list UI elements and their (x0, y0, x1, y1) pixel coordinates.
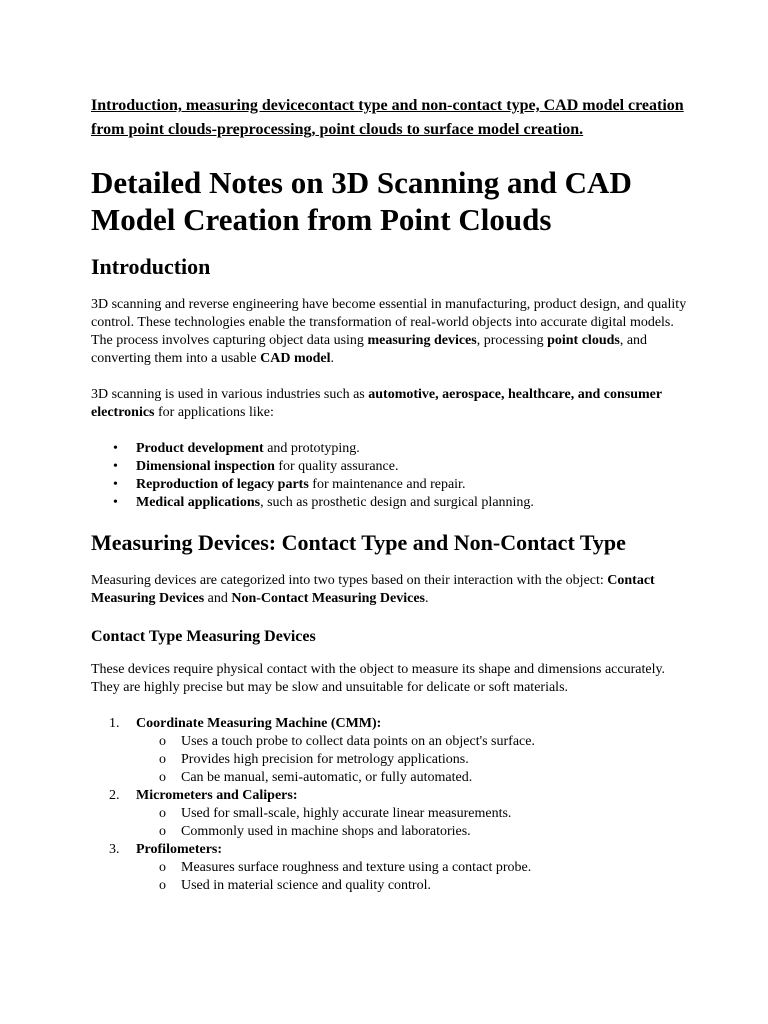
sub-list-item (136, 751, 690, 769)
contact-devices-list (91, 715, 690, 895)
circle-bullet-icon: o (159, 734, 166, 749)
list-item (91, 841, 690, 895)
measuring-devices-heading: Measuring Devices: Contact Type and Non-Contact Type (91, 530, 626, 555)
intro-p1-text-4: . (330, 351, 335, 366)
list-item-bold: Reproduction of legacy parts (136, 477, 309, 492)
sub-list (136, 805, 690, 841)
circle-bullet-icon: o (159, 806, 166, 821)
intro-p1-text-3: , and converting them into a usable (91, 333, 648, 366)
circle-bullet-icon: o (159, 824, 166, 839)
list-item-text: for quality assurance. (274, 459, 399, 474)
intro-paragraph-2 (91, 386, 690, 422)
list-number: 3. (109, 842, 120, 857)
topic-line: Introduction, measuring devicecontact type and non-contact type, CAD model creation from point clouds-preprocessing, point clouds to surface model creation. (91, 97, 684, 138)
document-title: Detailed Notes on 3D Scanning and CAD Model Creation from Point Clouds (91, 165, 632, 237)
bullet-icon: • (113, 477, 118, 492)
sub-list-item-text: Can be manual, semi-automatic, or fully automated. (181, 770, 473, 785)
list-item-text: for maintenance and repair. (308, 477, 466, 492)
list-item-text: and prototyping. (263, 441, 360, 456)
sub-list-item (136, 859, 690, 877)
intro-p2-bold-1: automotive, aerospace, healthcare, and consumer electronics (91, 387, 662, 420)
sub-list (136, 733, 690, 787)
circle-bullet-icon: o (159, 752, 166, 767)
circle-bullet-icon: o (159, 878, 166, 893)
sub-list-item-text: Used for small-scale, highly accurate linear measurements. (181, 806, 512, 821)
sub-list-item-text: Uses a touch probe to collect data points on an object's surface. (181, 734, 535, 749)
sub-list-item-text: Commonly used in machine shops and laboratories. (181, 824, 471, 839)
measuring-p1-text-1: Measuring devices are categorized into two types based on their interaction with the object: (91, 573, 608, 588)
list-item (91, 458, 690, 476)
measuring-paragraph (91, 572, 690, 608)
circle-bullet-icon: o (159, 770, 166, 785)
measuring-p1-bold-1: Contact Measuring Devices (91, 573, 655, 606)
intro-p2-text-2: for applications like: (154, 405, 274, 420)
measuring-p1-text-3: . (425, 591, 429, 606)
circle-bullet-icon: o (159, 860, 166, 875)
contact-type-heading: Contact Type Measuring Devices (91, 628, 316, 645)
sub-list-item (136, 805, 690, 823)
list-item (91, 476, 690, 494)
bullet-icon: • (113, 441, 118, 456)
list-item-title: Coordinate Measuring Machine (CMM): (136, 716, 382, 731)
intro-p2-text-1: 3D scanning is used in various industries such as (91, 387, 369, 402)
list-item-bold: Product development (136, 441, 264, 456)
intro-p1-bold-2: point clouds (547, 333, 620, 348)
list-item-bold: Medical applications (136, 495, 261, 510)
intro-p1-bold-1: measuring devices (367, 333, 477, 348)
sub-list-item (136, 733, 690, 751)
sub-list-item (136, 823, 690, 841)
contact-type-paragraph: These devices require physical contact with the object to measure its shape and dimensions accurately. They are highly precise but may be slow and unsuitable for delicate or soft materials. (91, 662, 666, 695)
sub-list (136, 859, 690, 895)
intro-heading: Introduction (91, 254, 211, 279)
sub-list-item (136, 769, 690, 787)
sub-list-item-text: Provides high precision for metrology applications. (181, 752, 469, 767)
intro-paragraph-1 (91, 296, 690, 368)
intro-p1-text-2: , processing (476, 333, 548, 348)
measuring-p1-bold-2: Non-Contact Measuring Devices (231, 591, 426, 606)
intro-p1-text-1: 3D scanning and reverse engineering have become essential in manufacturing, product design, and quality control. These technologies enable the transformation of real-world objects into accurate digital models. The process involves capturing object data using (91, 297, 687, 348)
list-item-title: Micrometers and Calipers: (136, 788, 298, 803)
measuring-p1-text-2: and (204, 591, 232, 606)
list-item-bold: Dimensional inspection (136, 459, 275, 474)
sub-list-item-text: Measures surface roughness and texture using a contact probe. (181, 860, 532, 875)
sub-list-item (136, 877, 690, 895)
bullet-icon: • (113, 459, 118, 474)
list-number: 1. (109, 716, 120, 731)
list-item (91, 494, 690, 512)
list-item-title: Profilometers: (136, 842, 223, 857)
applications-list (91, 440, 690, 512)
list-item (91, 715, 690, 787)
intro-p1-bold-3: CAD model (260, 351, 331, 366)
list-item (91, 440, 690, 458)
bullet-icon: • (113, 495, 118, 510)
list-number: 2. (109, 788, 120, 803)
list-item-text: , such as prosthetic design and surgical planning. (260, 495, 534, 510)
list-item (91, 787, 690, 841)
sub-list-item-text: Used in material science and quality control. (181, 878, 431, 893)
